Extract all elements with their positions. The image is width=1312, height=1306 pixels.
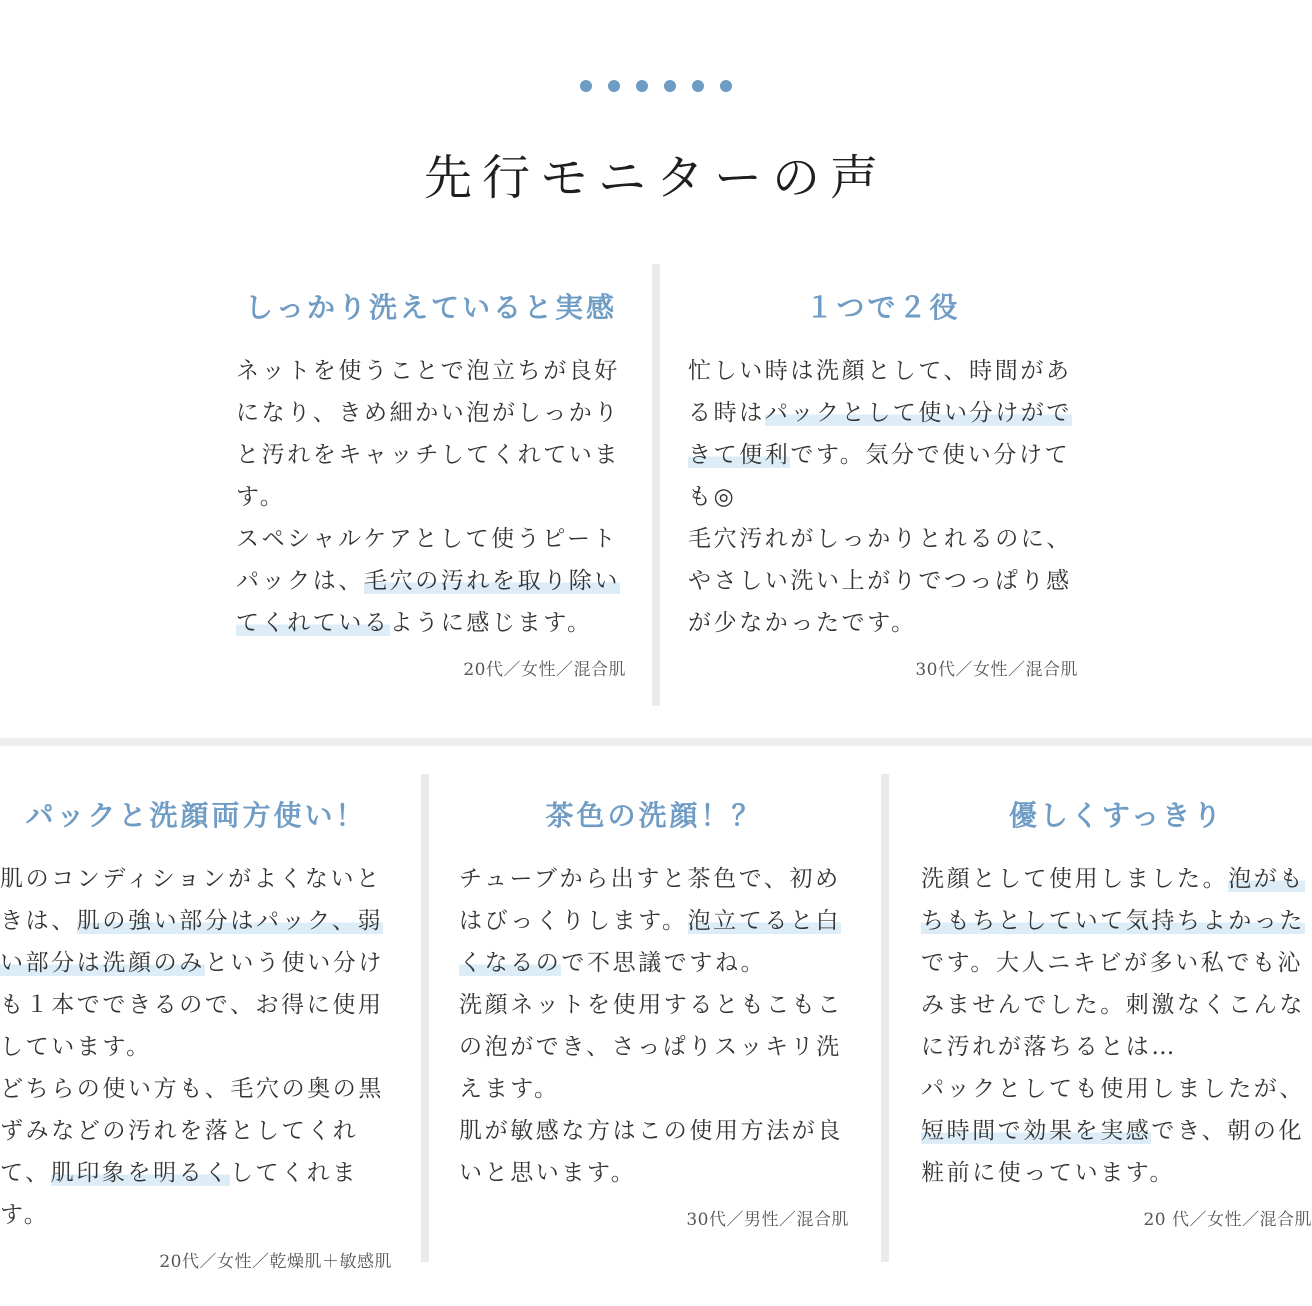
body-text: 肌のコンディションがよくないときは、 [0,866,382,934]
testimonial-body [688,350,1078,644]
dot-icon [608,80,620,92]
testimonial-title: パックと洗顔両方使い！ [25,799,367,832]
highlighted-text: 泡がもちもちとしていて気持ちよかった [921,866,1306,934]
body-text: 毛穴汚れがしっかりとれるのに、やさしい洗い上がりでつっぱり感が少なかったです。 [688,526,1072,636]
highlighted-text: 毛穴の汚れを取り除いてくれている [236,568,620,636]
body-text: でき、朝の化粧前に使っています。 [921,1118,1305,1186]
testimonial-body [921,858,1312,1194]
body-text: 洗顔として使用しました。 [921,866,1229,892]
body-text: スペシャルケアとして使うピートパックは、 [236,526,619,594]
body-text: パックとしても使用しましたが、 [921,1076,1305,1102]
body-text: という使い分けも１本でできるので、お得に使用しています。 [0,950,385,1060]
dot-icon [664,80,676,92]
testimonial-card [921,796,1312,1232]
reviewer-info: 20代／女性／乾燥肌＋敏感肌 [159,1252,392,1272]
body-text: チューブから出すと茶色で、初めはびっくりします。 [459,866,841,934]
body-text: 忙しい時は洗顔として、時間がある時は [688,358,1072,426]
testimonial-card [0,796,392,1274]
reviewer-info: 30代／男性／混合肌 [686,1210,849,1230]
dot-icon [692,80,704,92]
testimonial-title: １つで２役 [805,291,961,324]
body-text: してくれます。 [0,1160,358,1228]
testimonial-card [236,288,626,682]
body-text: です。大人ニキビが多い私でも沁みませんでした。刺激なくこんなに汚れが落ちるとは… [921,950,1305,1060]
body-text: 肌が敏感な方はこの使用方法が良いと思います。 [459,1118,843,1186]
section-title: 先行モニターの声 [423,150,888,206]
highlighted-text: 肌の強い部分はパック、弱い部分は洗顔のみ [0,908,384,976]
testimonial-body [459,858,849,1194]
highlighted-text: 短時間で効果を実感 [921,1118,1152,1144]
reviewer-info: 20 代／女性／混合肌 [1143,1210,1312,1230]
body-text: 洗顔ネットを使用するともこもこの泡ができ、さっぱりスッキリ洗えます。 [459,992,843,1102]
testimonial-body [236,350,626,644]
testimonial-card [688,288,1078,682]
testimonial-title: 優しくすっきり [1008,799,1225,832]
reviewer-info: 20代／女性／混合肌 [463,660,626,680]
column-divider [421,774,429,1262]
highlighted-text: 泡立てると白くなるの [459,908,842,976]
testimonial-title: しっかり洗えていると実感 [244,291,617,324]
body-text: ように感じます。 [389,610,593,636]
testimonial-body [0,858,392,1236]
dot-icon [580,80,592,92]
dot-icon [636,80,648,92]
column-divider [652,264,660,706]
body-text: で不思議ですね。 [561,950,767,976]
testimonial-card [459,796,849,1232]
row-divider [0,738,1312,746]
body-text: どちらの使い方も、毛穴の奥の黒ずみなどの汚れを落としてくれて、 [0,1076,384,1186]
decorative-dots [0,80,1312,92]
reviewer-info: 30代／女性／混合肌 [915,660,1078,680]
highlighted-text: パックとして使い分けができて便利 [688,400,1073,468]
testimonial-title: 茶色の洗顔！？ [545,799,763,832]
body-text: です。気分で使い分けても◎ [688,442,1071,510]
highlighted-text: 肌印象を明るく [50,1160,230,1186]
dot-icon [720,80,732,92]
column-divider [881,774,889,1262]
body-text: ネットを使うことで泡立ちが良好になり、きめ細かい泡がしっかりと汚れをキャッチしてくれています。 [236,358,620,510]
